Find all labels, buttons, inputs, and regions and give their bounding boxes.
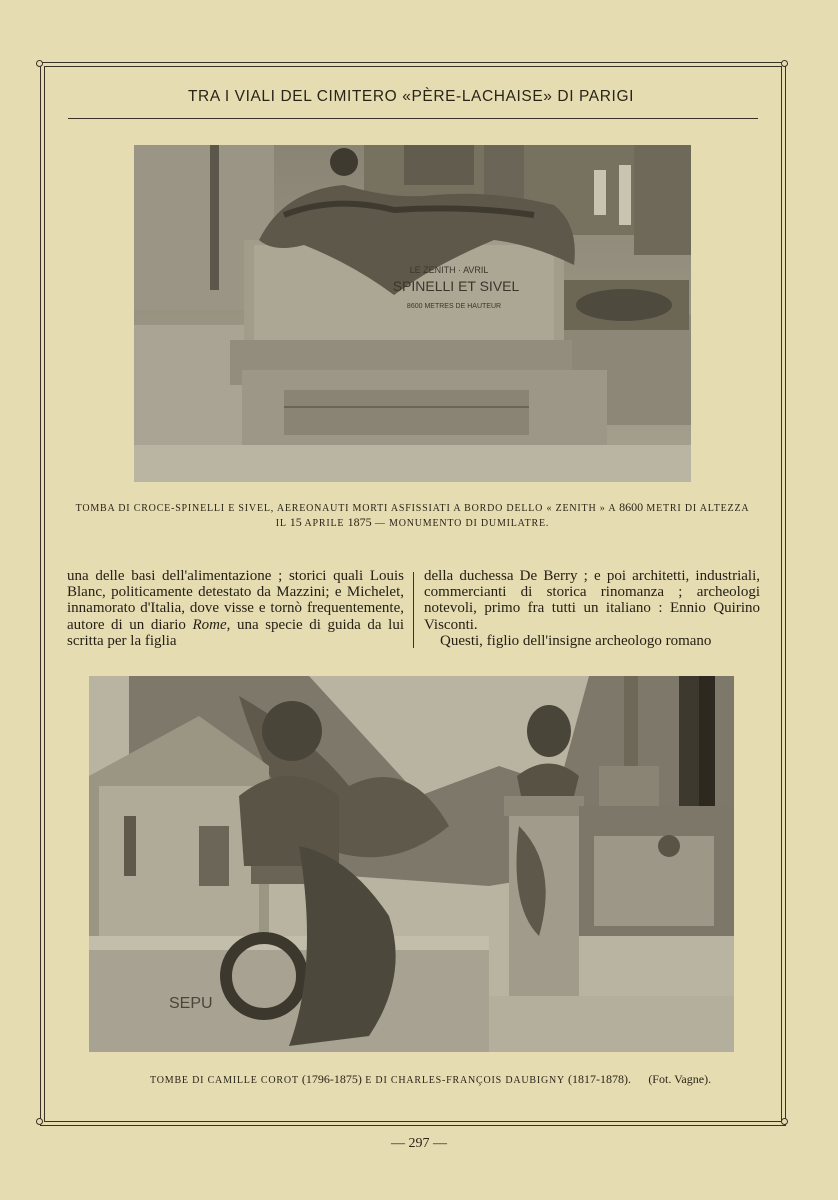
text-column-right: della duchessa De Berry ; e poi architetti, industriali, commercianti di storica rinomanza ; archeologi notevoli, primo fra tutti un italiano : Ennio Quirino Visconti. Questi, figlio dell'insigne archeologo romano <box>424 568 760 649</box>
title-divider <box>68 118 758 119</box>
photo-corot-daubigny-tombs <box>89 676 734 1052</box>
corner-ornament <box>36 1118 43 1125</box>
photo-illustration <box>134 145 691 482</box>
figure2-caption: TOMBE DI CAMILLE COROT (1796-1875) E DI CHARLES-FRANÇOIS DAUBIGNY (1817-1878). (Fot. Vagne). <box>150 1072 712 1086</box>
photo-spinelli-sivel-tomb <box>134 145 691 482</box>
page-title: TRA I VIALI DEL CIMITERO «PÈRE-LACHAISE» DI PARIGI <box>187 88 635 105</box>
photo-illustration <box>89 676 734 1052</box>
column-divider <box>413 572 414 648</box>
monument-inscription-top: LE ZENITH · AVRIL <box>409 265 489 275</box>
text-column-left: una delle basi dell'alimentazione ; storici quali Louis Blanc, politicamente detestato da Mazzini; e Michelet, innamorato d'Italia, dove visse e tornò frequentemente, autore di un diario Rome, una specie di guida da lui scritta per la figlia <box>67 568 404 649</box>
corner-ornament <box>781 60 788 67</box>
page-number: — 297 — <box>391 1136 447 1151</box>
figure1-caption-line1: TOMBA DI CROCE-SPINELLI E SIVEL, AEREONAUTI MORTI ASFISSIATI A BORDO DELLO « ZENITH » A 8600 METRI DI ALTEZZA <box>75 500 750 514</box>
figure1-caption-line2: IL 15 APRILE 1875 — MONUMENTO DI DUMILATRE. <box>275 515 550 529</box>
monument-inscription-main: SPINELLI ET SIVEL <box>392 278 520 294</box>
photo-credit: (Fot. Vagne). <box>648 1072 712 1086</box>
corner-ornament <box>36 60 43 67</box>
monument-inscription-bottom: 8600 METRES DE HAUTEUR <box>406 303 502 310</box>
corner-ornament <box>781 1118 788 1125</box>
wall-inscription: SEPU <box>169 995 213 1012</box>
